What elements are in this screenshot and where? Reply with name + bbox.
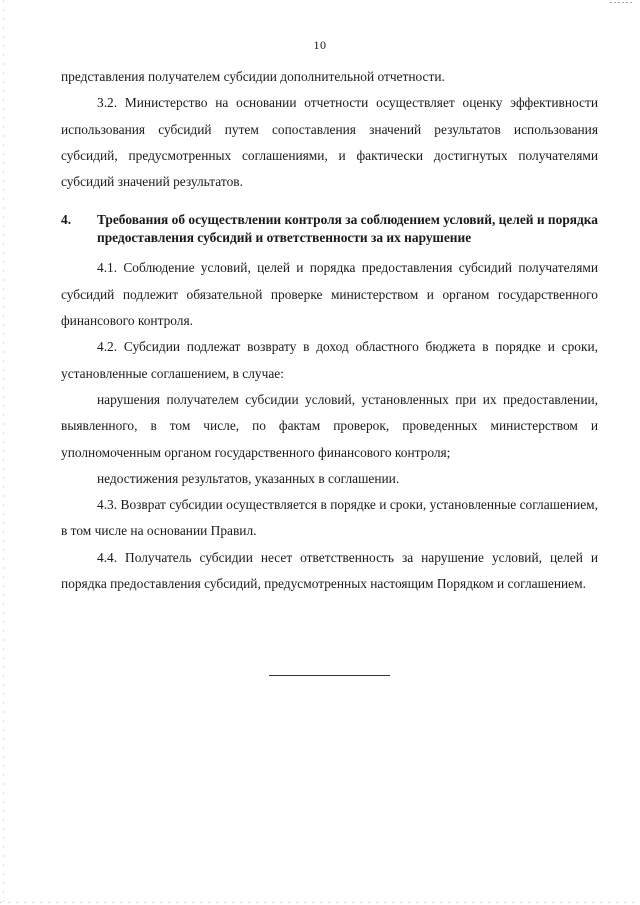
section-title: Требования об осуществлении контроля за соблюдением условий, целей и порядка предоставления субсидий и ответственности за их нарушение bbox=[97, 212, 598, 246]
paragraph-3-2: 3.2. Министерство на основании отчетности осуществляет оценку эффективности использования субсидий путем сопоставления значений результатов использования субсидий, предусмотренных соглашениями, и фактически достигнутых получателями субсидий значений результатов. bbox=[61, 95, 598, 190]
scan-mark bbox=[610, 2, 632, 3]
paragraph-4-2-case-2: недостижения результатов, указанных в соглашении. bbox=[97, 470, 400, 486]
section-heading bbox=[61, 211, 598, 247]
paragraph-4-3: 4.3. Возврат субсидии осуществляется в порядке и сроки, установленные соглашением, в том числе на основании Правил. bbox=[61, 497, 598, 539]
page-number: 10 bbox=[313, 38, 327, 52]
document-body bbox=[61, 64, 598, 597]
scan-edge-left bbox=[3, 0, 4, 905]
section-number: 4. bbox=[61, 212, 72, 228]
paragraph-4-4: 4.4. Получатель субсидии несет ответственность за нарушение условий, целей и порядка предоставления субсидий, предусмотренных настоящим Порядком и соглашением. bbox=[61, 549, 598, 592]
paragraph-4-2-case-1: нарушения получателем субсидии условий, установленных при их предоставлении, выявленного, в том числе, по фактам проверок, проведенных министерством и уполномоченным органом государственного финансового контроля; bbox=[61, 391, 598, 460]
end-divider bbox=[269, 675, 390, 676]
paragraph-4-2: 4.2. Субсидии подлежат возврату в доход областного бюджета в порядке и сроки, установленные соглашением, в случае: bbox=[61, 339, 598, 381]
paragraph-4-1: 4.1. Соблюдение условий, целей и порядка предоставления субсидий получателями субсидий подлежит обязательной проверке министерством и органом государственного финансового контроля. bbox=[61, 260, 598, 329]
paragraph-continuation: представления получателем субсидии дополнительной отчетности. bbox=[61, 69, 445, 84]
scan-edge-bottom bbox=[0, 902, 640, 903]
